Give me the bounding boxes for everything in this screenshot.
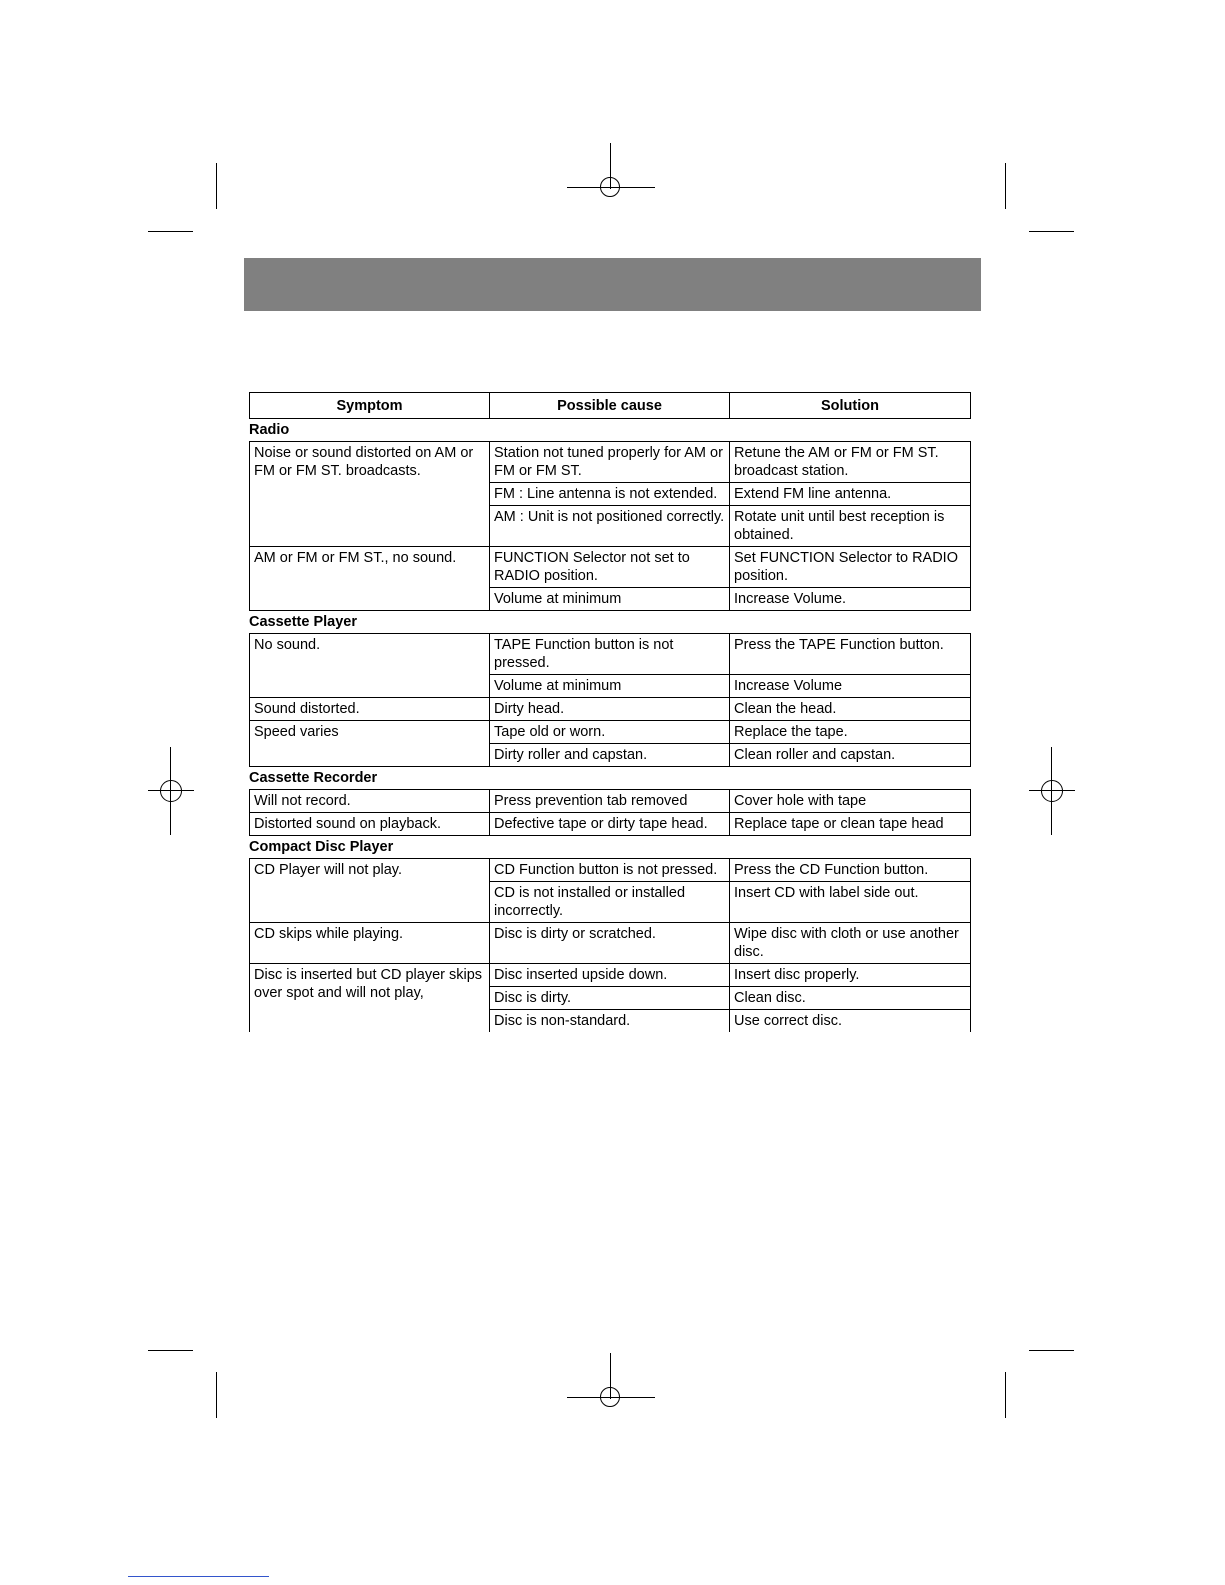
cause-cell: Tape old or worn. <box>490 721 730 744</box>
column-header-cause: Possible cause <box>490 393 730 419</box>
symptom-cell: Disc is inserted but CD player skips over spot and will not play, <box>250 964 490 1033</box>
section-title: Radio <box>249 422 290 438</box>
section-title: Compact Disc Player <box>249 839 394 855</box>
sections-container <box>249 421 971 1032</box>
cause-cell: TAPE Function button is not pressed. <box>490 634 730 675</box>
cause-cell: Disc is dirty or scratched. <box>490 923 730 964</box>
crop-mark <box>216 163 217 209</box>
table-row <box>250 547 971 588</box>
cause-cell: FM : Line antenna is not extended. <box>490 483 730 506</box>
solution-cell: Press the TAPE Function button. <box>730 634 971 675</box>
symptom-cell: AM or FM or FM ST., no sound. <box>250 547 490 611</box>
crop-mark <box>148 231 193 232</box>
solution-cell: Increase Volume <box>730 675 971 698</box>
registration-mark-left <box>148 747 194 835</box>
solution-cell: Increase Volume. <box>730 588 971 611</box>
crop-mark <box>148 1350 193 1351</box>
section-title: Cassette Player <box>249 614 358 630</box>
cause-cell: Volume at minimum <box>490 675 730 698</box>
table-row <box>250 721 971 744</box>
table-row <box>250 634 971 675</box>
cause-cell: Press prevention tab removed <box>490 790 730 813</box>
solution-cell: Extend FM line antenna. <box>730 483 971 506</box>
section-title: Cassette Recorder <box>249 770 378 786</box>
section-table <box>249 789 971 836</box>
solution-cell: Clean the head. <box>730 698 971 721</box>
cause-cell: CD is not installed or installed incorrectly. <box>490 882 730 923</box>
cause-cell: Disc is dirty. <box>490 987 730 1010</box>
solution-cell: Retune the AM or FM or FM ST. broadcast station. <box>730 442 971 483</box>
table-row <box>250 813 971 836</box>
table-row <box>250 442 971 483</box>
table-row <box>250 698 971 721</box>
cause-cell: Disc inserted upside down. <box>490 964 730 987</box>
solution-cell: Use correct disc. <box>730 1010 971 1033</box>
symptom-cell: CD Player will not play. <box>250 859 490 923</box>
solution-cell: Press the CD Function button. <box>730 859 971 882</box>
symptom-cell: No sound. <box>250 634 490 698</box>
solution-cell: Insert CD with label side out. <box>730 882 971 923</box>
registration-mark-top <box>567 165 655 211</box>
registration-mark-bottom <box>567 1375 655 1421</box>
solution-cell: Clean disc. <box>730 987 971 1010</box>
cause-cell: AM : Unit is not positioned correctly. <box>490 506 730 547</box>
crop-mark <box>216 1372 217 1418</box>
section-table <box>249 441 971 611</box>
cause-cell: CD Function button is not pressed. <box>490 859 730 882</box>
table-row <box>250 964 971 987</box>
table-row <box>250 790 971 813</box>
troubleshooting-document <box>249 392 971 1032</box>
footer-rule <box>128 1576 269 1577</box>
symptom-cell: CD skips while playing. <box>250 923 490 964</box>
cause-cell: Station not tuned properly for AM or FM or FM ST. <box>490 442 730 483</box>
cause-cell: FUNCTION Selector not set to RADIO position. <box>490 547 730 588</box>
solution-cell: Set FUNCTION Selector to RADIO position. <box>730 547 971 588</box>
solution-cell: Cover hole with tape <box>730 790 971 813</box>
symptom-cell: Will not record. <box>250 790 490 813</box>
solution-cell: Rotate unit until best reception is obtained. <box>730 506 971 547</box>
symptom-cell: Noise or sound distorted on AM or FM or FM ST. broadcasts. <box>250 442 490 547</box>
cause-cell: Dirty head. <box>490 698 730 721</box>
solution-cell: Replace the tape. <box>730 721 971 744</box>
column-header-symptom: Symptom <box>250 393 490 419</box>
table-row <box>250 923 971 964</box>
symptom-cell: Speed varies <box>250 721 490 767</box>
solution-cell: Wipe disc with cloth or use another disc. <box>730 923 971 964</box>
solution-cell: Clean roller and capstan. <box>730 744 971 767</box>
section-table <box>249 858 971 1032</box>
cause-cell: Defective tape or dirty tape head. <box>490 813 730 836</box>
cause-cell: Volume at minimum <box>490 588 730 611</box>
crop-mark <box>1029 1350 1074 1351</box>
registration-mark-right <box>1029 747 1075 835</box>
crop-mark <box>1005 163 1006 209</box>
cause-cell: Dirty roller and capstan. <box>490 744 730 767</box>
table-header <box>249 392 971 419</box>
section-table <box>249 633 971 767</box>
section-header-band <box>244 258 981 311</box>
symptom-cell: Sound distorted. <box>250 698 490 721</box>
cause-cell: Disc is non-standard. <box>490 1010 730 1033</box>
solution-cell: Replace tape or clean tape head <box>730 813 971 836</box>
crop-mark <box>1029 231 1074 232</box>
table-row <box>250 859 971 882</box>
column-header-solution: Solution <box>730 393 971 419</box>
solution-cell: Insert disc properly. <box>730 964 971 987</box>
symptom-cell: Distorted sound on playback. <box>250 813 490 836</box>
crop-mark <box>1005 1372 1006 1418</box>
